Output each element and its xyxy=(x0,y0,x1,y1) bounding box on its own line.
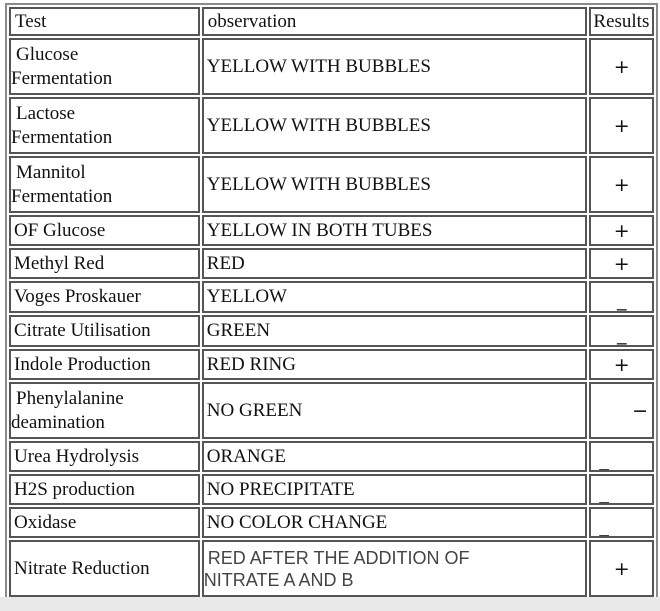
biochemical-test-table xyxy=(5,3,658,601)
table-row xyxy=(9,540,654,597)
test-cell: Indole Production xyxy=(9,349,200,380)
table-row xyxy=(9,156,654,213)
result-cell: − xyxy=(589,382,654,439)
observation-cell: YELLOW IN BOTH TUBES xyxy=(202,215,588,246)
test-cell: Urea Hydrolysis xyxy=(9,441,200,472)
table-row xyxy=(9,507,654,538)
test-name-line1: Lactose xyxy=(16,102,76,124)
test-name-line1: Glucose xyxy=(16,43,79,65)
result-cell: _ xyxy=(589,474,654,505)
result-cell: + xyxy=(589,156,654,213)
result-cell: + xyxy=(589,540,654,597)
test-cell xyxy=(9,38,200,95)
observation-cell: NO PRECIPITATE xyxy=(202,474,588,505)
result-cell: + xyxy=(589,349,654,380)
table-row xyxy=(9,97,654,154)
test-cell: Voges Proskauer xyxy=(9,281,200,313)
table-row xyxy=(9,315,654,347)
result-cell: _ xyxy=(589,281,654,313)
bottom-margin xyxy=(0,597,660,611)
result-cell: + xyxy=(589,38,654,95)
test-cell: OF Glucose xyxy=(9,215,200,246)
test-cell: Methyl Red xyxy=(9,248,200,279)
table-row xyxy=(9,441,654,472)
test-cell: Oxidase xyxy=(9,507,200,538)
result-cell: _ xyxy=(589,315,654,347)
observation-cell: NO COLOR CHANGE xyxy=(202,507,588,538)
table-row xyxy=(9,248,654,279)
table-row xyxy=(9,349,654,380)
test-cell xyxy=(9,156,200,213)
header-row xyxy=(9,7,654,36)
result-cell: _ xyxy=(589,507,654,538)
observation-cell: RED xyxy=(202,248,588,279)
table-row xyxy=(9,474,654,505)
test-name-line1: Phenylalanine xyxy=(16,387,124,409)
table-row xyxy=(9,281,654,313)
result-cell: + xyxy=(589,97,654,154)
observation-line2: NITRATE A AND B xyxy=(203,569,354,590)
observation-cell xyxy=(202,540,588,597)
table-row xyxy=(9,382,654,439)
test-cell: Nitrate Reduction xyxy=(9,540,200,597)
result-cell: + xyxy=(589,215,654,246)
test-cell xyxy=(9,382,200,439)
observation-cell: YELLOW WITH BUBBLES xyxy=(202,97,588,154)
observation-cell: NO GREEN xyxy=(202,382,588,439)
test-name-line2: deamination xyxy=(11,411,105,433)
result-cell: + xyxy=(589,248,654,279)
observation-cell: YELLOW WITH BUBBLES xyxy=(202,156,588,213)
observation-cell: ORANGE xyxy=(202,441,588,472)
observation-line1: RED AFTER THE ADDITION OF xyxy=(207,547,470,568)
header-observation: observation xyxy=(202,7,588,36)
test-cell: H2S production xyxy=(9,474,200,505)
observation-cell: YELLOW xyxy=(202,281,588,313)
observation-cell: RED RING xyxy=(202,349,588,380)
test-cell: Citrate Utilisation xyxy=(9,315,200,347)
test-name-line1: Mannitol xyxy=(16,161,86,183)
test-name-line2: Fermentation xyxy=(11,67,113,89)
test-name-line2: Fermentation xyxy=(11,126,113,148)
observation-cell: YELLOW WITH BUBBLES xyxy=(202,38,588,95)
test-name-line2: Fermentation xyxy=(11,185,113,207)
observation-cell: GREEN xyxy=(202,315,588,347)
test-cell xyxy=(9,97,200,154)
header-test: Test xyxy=(9,7,200,36)
result-cell: _ xyxy=(589,441,654,472)
table-row xyxy=(9,215,654,246)
table-row xyxy=(9,38,654,95)
header-results: Results xyxy=(589,7,654,36)
